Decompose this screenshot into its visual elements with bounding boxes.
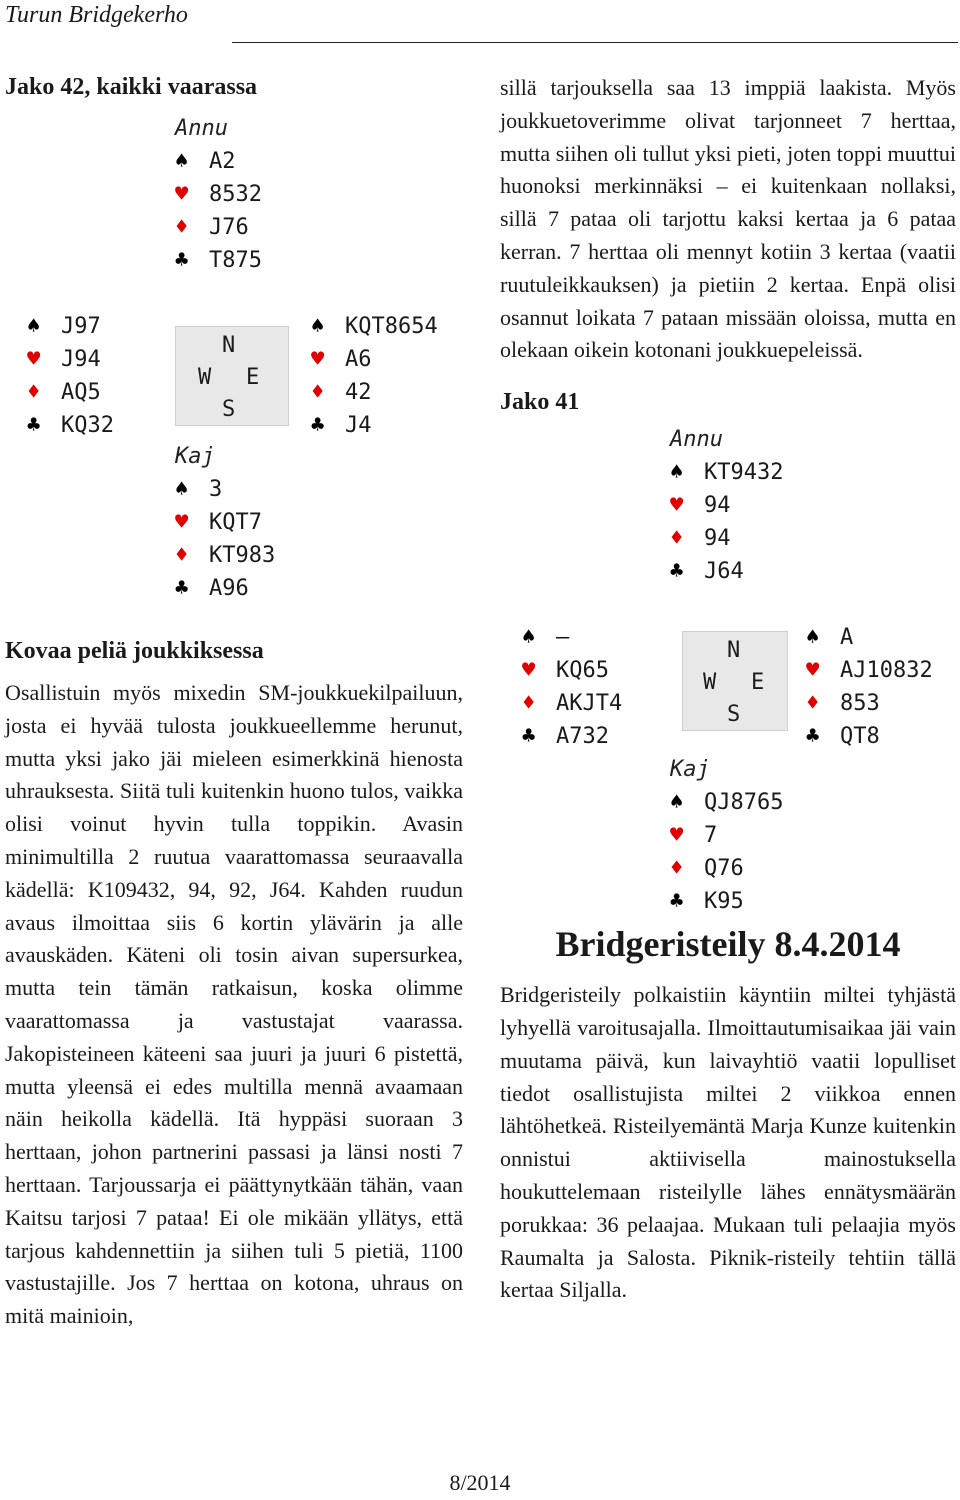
deal-42-west-hand [27, 310, 114, 442]
compass-west: W [703, 670, 717, 696]
diamond-icon: ♦ [311, 380, 325, 405]
heart-icon: ♥ [311, 347, 325, 372]
compass-east: E [246, 365, 260, 390]
diamond-icon: ♦ [27, 380, 41, 405]
spade-icon: ♠ [175, 477, 189, 502]
diamond-icon: ♦ [522, 691, 536, 717]
diamond-icon: ♦ [670, 856, 684, 882]
compass-west: W [198, 365, 212, 390]
spade-icon: ♠ [806, 625, 820, 651]
deal-41-heading: Jako 41 [500, 389, 580, 416]
south-player-name: Kaj [175, 444, 215, 469]
west-hearts: J94 [61, 347, 101, 372]
north-spades: A2 [209, 149, 236, 174]
diamond-icon: ♦ [175, 215, 189, 240]
compass-east: E [751, 670, 765, 696]
east-spades: KQT8654 [345, 314, 438, 339]
west-clubs: A732 [556, 724, 609, 750]
spade-icon: ♠ [27, 314, 41, 339]
south-player-name: Kaj [670, 757, 710, 783]
spade-icon: ♠ [522, 625, 536, 651]
deal-42-compass [175, 326, 289, 426]
heart-icon: ♥ [27, 347, 41, 372]
spade-icon: ♠ [175, 149, 189, 174]
heart-icon: ♥ [522, 658, 536, 684]
compass-south: S [727, 702, 741, 728]
heart-icon: ♥ [806, 658, 820, 684]
club-icon: ♣ [175, 248, 189, 273]
article-2-body: Bridgeristeily polkaistiin käyntiin miltei tyhjästä lyhyellä varoitusajalla. Ilmoittautumisaikaa jäi vain muutama päivä, kun laivayhtiö vaatii lopulliset tiedot osallistujista miltei 2 viikkoa ennen lähtöhetkeä. Risteilyemäntä Marja Kunze kuitenkin onnistui aktiivisella mainostuksella houkuttelemaan risteilylle lähes ennätysmäärän porukkaa: 36 pelaajaa. Mukaan tuli pelaajia myös Raumalta ja Salosta. Piknik-risteily tehtiin tällä kertaa Siljalla. [500, 982, 956, 1303]
article-1-heading: Kovaa peliä joukkiksessa [5, 638, 264, 664]
club-icon: ♣ [27, 413, 41, 438]
deal-42-south-hand [175, 440, 275, 605]
west-spades: J97 [61, 314, 101, 339]
compass-north: N [727, 638, 741, 664]
club-icon: ♣ [670, 889, 684, 915]
north-hearts: 8532 [209, 182, 262, 207]
south-spades: QJ8765 [704, 790, 784, 816]
east-diamonds: 853 [840, 691, 880, 717]
diamond-icon: ♦ [670, 526, 684, 552]
west-clubs: KQ32 [61, 413, 114, 438]
south-clubs: A96 [209, 576, 249, 601]
spade-icon: ♠ [670, 790, 684, 816]
south-spades: 3 [209, 477, 223, 502]
heart-icon: ♥ [175, 510, 189, 535]
article-2-heading: Bridgeristeily 8.4.2014 [555, 924, 901, 965]
deal-42-north-hand [175, 112, 262, 277]
compass-south: S [222, 397, 236, 422]
south-hearts: KQT7 [209, 510, 262, 535]
club-icon: ♣ [670, 559, 684, 585]
header-rule [232, 42, 958, 43]
deal-41-north-hand [670, 423, 783, 588]
north-clubs: J64 [704, 559, 744, 585]
heart-icon: ♥ [670, 823, 684, 849]
heart-icon: ♥ [175, 182, 189, 207]
west-diamonds: AQ5 [61, 380, 101, 405]
diamond-icon: ♦ [175, 543, 189, 568]
deal-41-east-hand [806, 621, 933, 753]
compass-north: N [222, 333, 236, 358]
spade-icon: ♠ [311, 314, 325, 339]
south-diamonds: Q76 [704, 856, 744, 882]
east-spades: A [840, 625, 854, 651]
diamond-icon: ♦ [806, 691, 820, 717]
deal-42-heading: Jako 42, kaikki vaarassa [5, 74, 258, 100]
north-diamonds: J76 [209, 215, 249, 240]
spade-icon: ♠ [670, 460, 684, 486]
east-hearts: AJ10832 [840, 658, 933, 684]
north-spades: KT9432 [704, 460, 784, 486]
west-hearts: KQ65 [556, 658, 609, 684]
east-diamonds: 42 [345, 380, 372, 405]
club-icon: ♣ [175, 576, 189, 601]
page-number: 8/2014 [449, 1470, 511, 1495]
newsletter-title: Turun Bridgekerho [5, 2, 188, 28]
article-1-body: Osallistuin myös mixedin SM-joukkuekilpailuun, josta ei hyvää tulosta joukkueellemme herunut, mutta yksi jako jäi mieleen esimerkkinä hienosta uhrauksesta. Siitä tuli kuitenkin huono tulos, vaikka olisi voinut hyvin tulla toppikin. Avasin minimultilla 2 ruutua vaarattomassa seuraavalla kädellä: K109432, 94, 92, J64. Kahden ruudun avaus ilmoittaa siis 6 kortin ylävärin ja alle avauskäden. Käteni oli tosin aivan supersurkea, mutta tein tämän ratkaisun, koska olimme vaarattomassa ja vastustajat vaarassa. Jakopisteineen käteeni saa juuri ja juuri 6 pistettä, mutta yleensä ei edes multilla mennä avaamaan näin heikolla kädellä. Itä hyppäsi suoraan 3 herttaan, johon partnerini passasi ja länsi nosti 7 herttaan. Tarjoussarja ei päättynytkään tähän, vaan Kaitsu tarjosi 7 pataa! Ei ole mikään yllätys, että tarjous kahdennettiin ja siihen tuli 5 pietiä, 1100 vastustajille. Jos 7 herttaa on kotona, uhraus on mitä mainioin, [5, 680, 463, 1329]
article-1-continuation: sillä tarjouksella saa 13 imppiä laakista. Myös joukkuetoverimme olivat tarjonneet 7 herttaa, mutta siihen oli tullut yksi pieti, joten toppi muuttui huonoksi merkinnäksi – ei kuitenkaan nollaksi, sillä 7 pataa oli tarjottu kaksi kertaa ja 6 pataa kerran. 7 herttaa oli mennyt kotiin 3 kertaa (vaatii ruutuleikkauksen) ja pietiin 2 kertaa. Enpä olisi osannut loikata 7 pataan missään oloissa, mutta en olekaan oikein kotonani joukkuepeleissä. [500, 75, 956, 363]
deal-42-east-hand [311, 310, 438, 442]
north-hearts: 94 [704, 493, 731, 519]
deal-41-south-hand [670, 753, 783, 918]
north-player-name: Annu [175, 116, 228, 141]
right-column [500, 70, 956, 1307]
deal-41-diagram [500, 419, 956, 919]
south-hearts: 7 [704, 823, 718, 849]
west-spades: – [556, 625, 570, 651]
left-column [5, 70, 463, 1333]
east-hearts: A6 [345, 347, 372, 372]
north-clubs: T875 [209, 248, 262, 273]
north-player-name: Annu [670, 427, 723, 453]
club-icon: ♣ [522, 724, 536, 750]
north-diamonds: 94 [704, 526, 731, 552]
south-diamonds: KT983 [209, 543, 276, 568]
east-clubs: QT8 [840, 724, 880, 750]
east-clubs: J4 [345, 413, 372, 438]
south-clubs: K95 [704, 889, 744, 915]
deal-41-compass [682, 631, 788, 731]
club-icon: ♣ [806, 724, 820, 750]
deal-41-west-hand [522, 621, 622, 753]
west-diamonds: AKJT4 [556, 691, 623, 717]
deal-42-diagram [5, 104, 463, 601]
club-icon: ♣ [311, 413, 325, 438]
heart-icon: ♥ [670, 493, 684, 519]
